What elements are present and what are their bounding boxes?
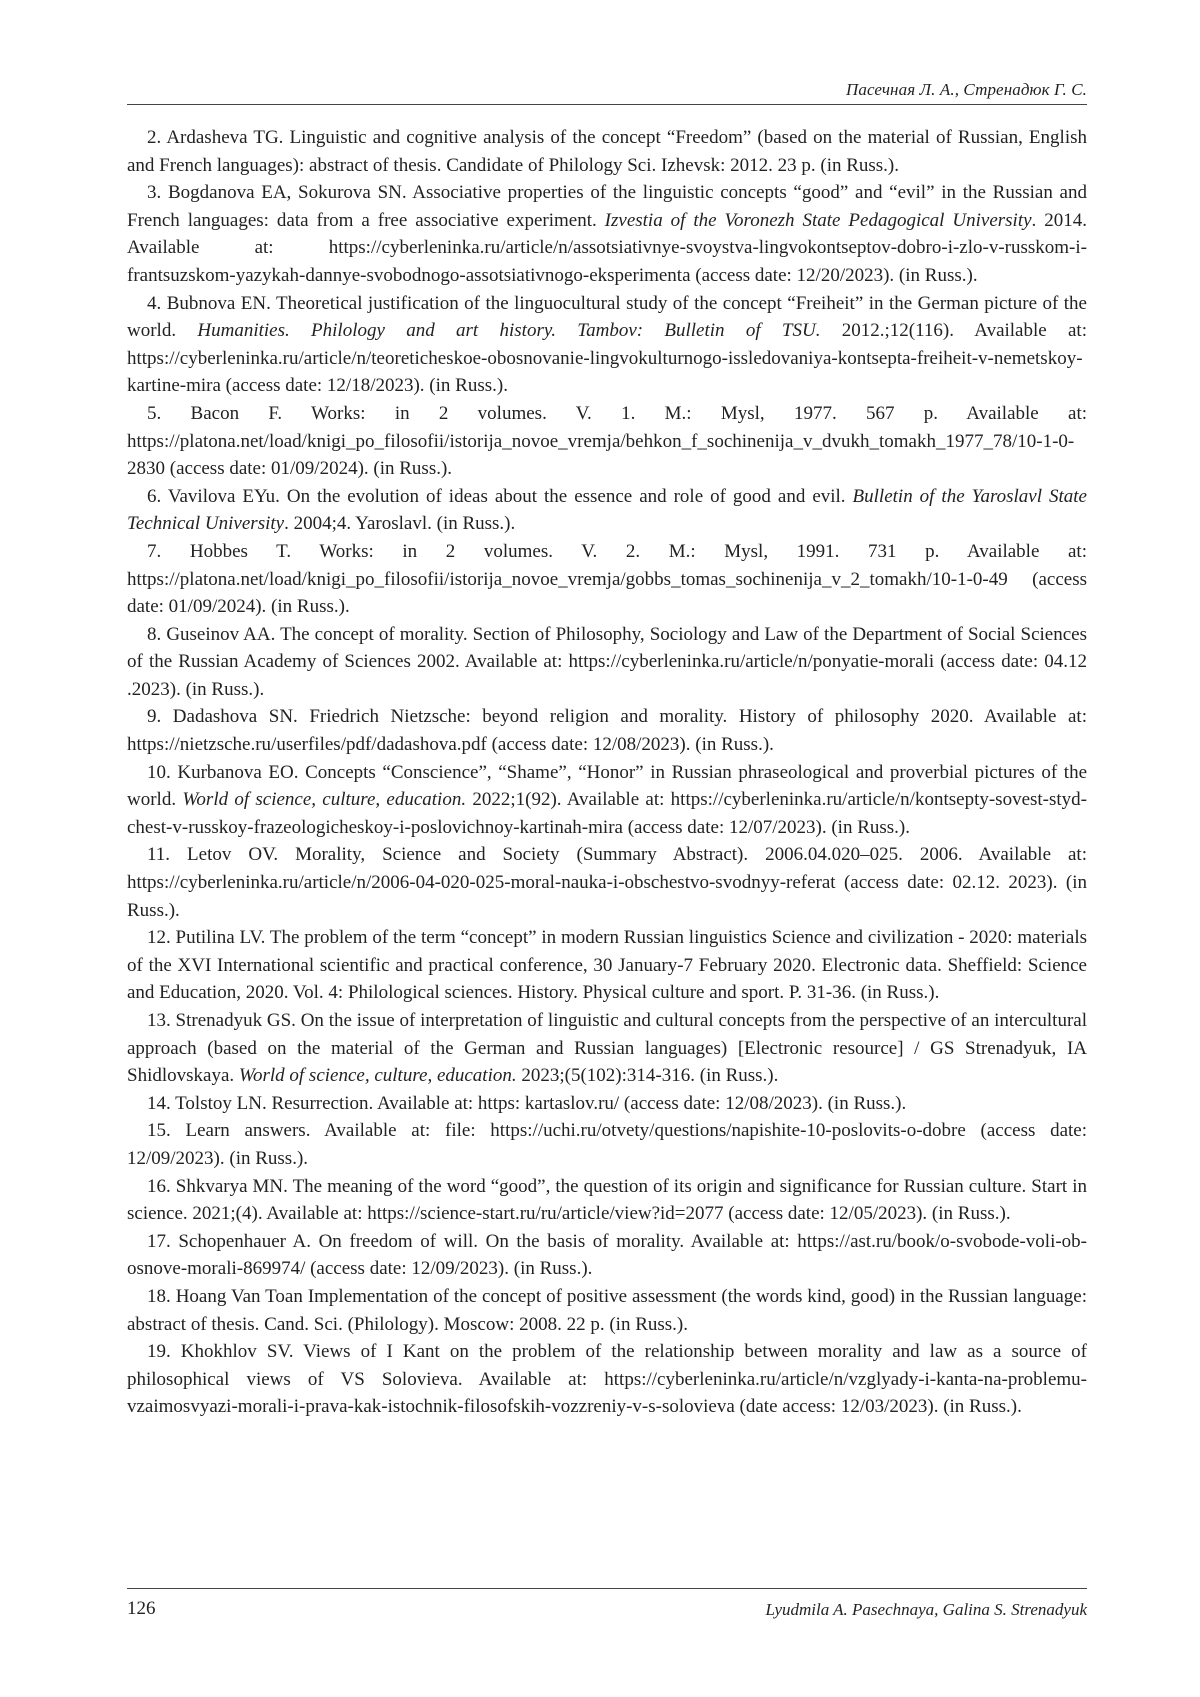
reference-text: . 2004;4. Yaroslavl. (in Russ.). [284,513,516,535]
reference-item [127,1117,1087,1172]
reference-item [127,759,1087,842]
reference-text: 18. Hoang Van Toan Implementation of the concept of positive assessment (the words kind, good) in the Russian language: abstract of thesis. Cand. Sci. (Philology). Moscow: 2008. 22 p. (in Russ.). [127,1285,1087,1335]
reference-text: 12. Putilina LV. The problem of the term “concept” in modern Russian linguistics Science and civilization - 2020: materials of the XVI International scientific and practical conference, 30 January-7 February 2020. Electronic data. Sheffield: Science and Education, 2020. Vol. 4: Philological sciences. History. Physical culture and sport. P. 31-36. (in Russ.). [127,927,1087,1004]
reference-text: 10. Kurbanova EO. Concepts “Conscience”, “Shame”, “Honor” in Russian phraseological and proverbial pictures of the world. [127,761,1087,811]
reference-text: 2012.;12(116). Available at: https://cyberleninka.ru/article/n/teoreticheskoe-obosnovanie-lingvokulturnogo-issledovaniya-kontsepta-freiheit-v-nemetskoy-kartine-mira (access date: 12/18/2023). (in Russ.). [127,320,1087,397]
reference-item [127,841,1087,924]
reference-text: 4. Bubnova EN. Theoretical justification of the linguocultural study of the concept “Freiheit” in the German picture of the world. [127,292,1087,342]
reference-text: 17. Schopenhauer A. On freedom of will. On the basis of morality. Available at: https://ast.ru/book/o-svobode-voli-ob-osnove-morali-869974/ (access date: 12/09/2023). (in Russ.). [127,1230,1087,1280]
reference-text: 3. Bogdanova EA, Sokurova SN. Associative properties of the linguistic concepts “good” and “evil” in the Russian and French languages: data from a free associative experiment. [127,182,1087,231]
reference-item [127,179,1087,289]
reference-item [127,1173,1087,1228]
reference-item [127,483,1087,538]
reference-item [127,703,1087,758]
reference-text: 11. Letov OV. Morality, Science and Society (Summary Abstract). 2006.04.020–025. 2006. Available at: https://cyberleninka.ru/article/n/2006-04-020-025-moral-nauka-i-obschestvo-svodnyy-referat (access date: 02.12. 2023). (in Russ.). [127,844,1087,921]
reference-list [127,124,1087,1421]
reference-text: 7. Hobbes T. Works: in 2 volumes. V. 2. M.: Mysl, 1991. 731 p. Available at: https://platona.net/load/knigi_po_filosofii/istorija_novoe_vremja/gobbs_tomas_sochinenija_v_2_tomakh/10-1-0-49 (access date: 01/09/2024). (in Russ.). [127,540,1087,618]
reference-text: 15. Learn answers. Available at: file: https://uchi.ru/otvety/questions/napishite-10-poslovits-o-dobre (access date: 12/09/2023). (in Russ.). [127,1120,1087,1169]
reference-item [127,538,1087,621]
reference-item [127,290,1087,400]
reference-text: 19. Khokhlov SV. Views of I Kant on the problem of the relationship between morality and law as a source of philosophical views of VS Solovieva. Available at: https://cyberleninka.ru/article/n/vzglyady-i-kanta-na-problemu-vzaimosvyazi-morali-i-prava-kak-istochnik-filosofskih-vozzreniy-v-s-solovieva (date access: 12/03/2023). (in Russ.). [127,1341,1087,1418]
reference-text: 5. Bacon F. Works: in 2 volumes. V. 1. M.: Mysl, 1977. 567 p. Available at: https://platona.net/load/knigi_po_filosofii/istorija_novoe_vremja/behkon_f_sochinenija_v_dvukh_tomakh_1977_78/10-1-0-2830 (access date: 01/09/2024). (in Russ.). [127,402,1087,480]
reference-item [127,400,1087,483]
reference-source-title: Humanities. Philology and art history. Tambov: Bulletin of TSU. [197,320,821,342]
reference-text: 8. Guseinov AA. The concept of morality. Section of Philosophy, Sociology and Law of the Department of Social Sciences of the Russian Academy of Sciences 2002. Available at: https://cyberleninka.ru/article/n/ponyatie-morali (access date: 04.12 .2023). (in Russ.). [127,623,1087,700]
reference-text: 2023;(5(102):314-316. (in Russ.). [516,1065,779,1087]
reference-item [127,621,1087,704]
reference-text: 6. Vavilova EYu. On the evolution of ideas about the essence and role of good and evil. [147,485,853,507]
reference-source-title: Bulletin of the Yaroslavl State Technical University [127,485,1087,535]
reference-text: 13. Strenadyuk GS. On the issue of interpretation of linguistic and cultural concepts from the perspective of an intercultural approach (based on the material of the German and Russian languages) [Electronic resource] / GS Strenadyuk, IA Shidlovskaya. [127,1010,1087,1087]
reference-item [127,1338,1087,1421]
header-rule [127,104,1087,105]
reference-source-title: World of science, culture, education. [182,789,467,811]
reference-source-title: World of science, culture, education. [238,1065,517,1087]
footer-rule [127,1588,1087,1589]
reference-item [127,1283,1087,1338]
running-foot: Lyudmila A. Pasechnaya, Galina S. Strenadyuk [765,1600,1087,1619]
reference-item [127,124,1087,179]
reference-text: 9. Dadashova SN. Friedrich Nietzsche: beyond religion and morality. History of philosophy 2020. Available at: https://nietzsche.ru/userfiles/pdf/dadashova.pdf (access date: 12/08/2023). (in Russ.). [127,706,1087,756]
reference-item [127,1007,1087,1090]
page-number: 126 [127,1598,156,1619]
reference-text: 2022;1(92). Available at: https://cyberleninka.ru/article/n/kontsepty-sovest-styd-chest-v-russkoy-frazeologicheskoy-i-poslovichnoy-kartinah-mira (access date: 12/07/2023). (in Russ.). [127,789,1088,838]
reference-text: 2. Ardasheva TG. Linguistic and cognitive analysis of the concept “Freedom” (based on the material of Russian, English and French languages): abstract of thesis. Candidate of Philology Sci. Izhevsk: 2012. 23 p. (in Russ.). [127,127,1087,176]
reference-text: 16. Shkvarya MN. The meaning of the word “good”, the question of its origin and significance for Russian culture. Start in science. 2021;(4). Available at: https://science-start.ru/ru/article/view?id=2077 (access date: 12/05/2023). (in Russ.). [127,1175,1087,1225]
reference-text: 14. Tolstoy LN. Resurrection. Available at: https: kartaslov.ru/ (access date: 12/08/2023). (in Russ.). [147,1092,907,1114]
reference-item [127,1228,1087,1283]
reference-source-title: Izvestia of the Voronezh State Pedagogical University [604,209,1032,231]
reference-item [127,1090,1087,1118]
reference-text: . 2014. Available at: https://cyberleninka.ru/article/n/assotsiativnye-svoystva-lingvokontseptov-dobro-i-zlo-v-russkom-i-frantsuzskom-yazykah-dannye-svobodnogo-assotsiativnogo-eksperimenta (access date: 12/20/2023). (in Russ.). [127,209,1087,286]
running-head: Пасечная Л. А., Стренадюк Г. С. [846,80,1087,99]
reference-item [127,924,1087,1007]
